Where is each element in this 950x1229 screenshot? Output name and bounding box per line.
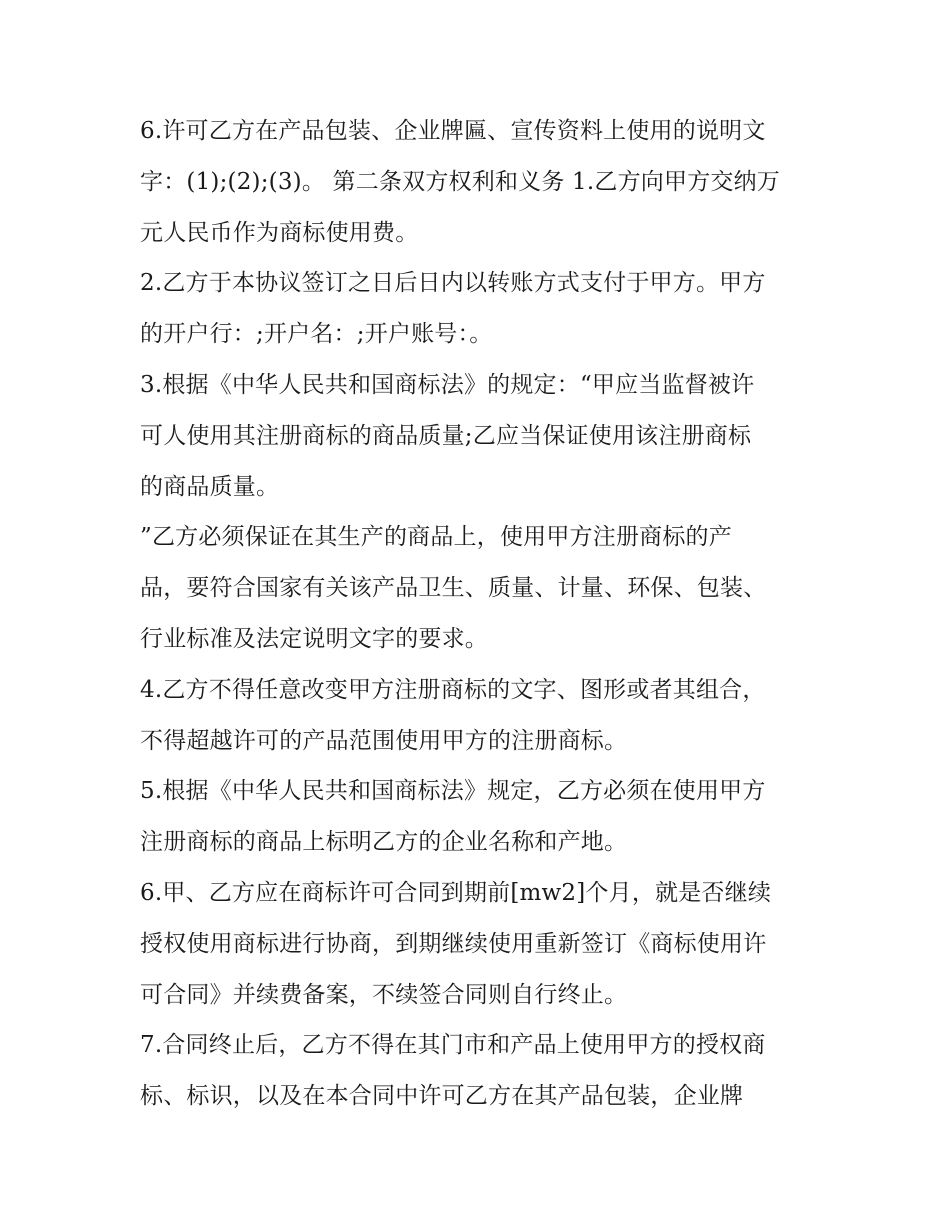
text-line: 可人使用其注册商标的商品质量;乙应当保证使用该注册商标 [140, 422, 752, 449]
text-line: 元人民币作为商标使用费。 [140, 219, 419, 246]
text-line: 可合同》并续费备案，不续签合同则自行终止。 [140, 981, 628, 1008]
text-line: 5.根据《中华人民共和国商标法》规定，乙方必须在使用甲方 [140, 778, 766, 805]
text-line: 标、标识，以及在本合同中许可乙方在其产品包装，企业牌 [140, 1083, 744, 1110]
text-line: 的开户行：;开户名：;开户账号：。 [140, 321, 493, 348]
text-line: 3.根据《中华人民共和国商标法》的规定：“甲应当监督被许 [140, 371, 755, 398]
text-line: 字：(1);(2);(3)。 第二条双方权利和义务 1.乙方向甲方交纳万 [140, 168, 781, 195]
text-line: 2.乙方于本协议签订之日后日内以转账方式支付于甲方。甲方 [140, 270, 766, 297]
text-line: 6.许可乙方在产品包装、企业牌匾、宣传资料上使用的说明文 [140, 118, 766, 144]
text-line: 授权使用商标进行协商，到期继续使用重新签订《商标使用许 [140, 930, 767, 957]
document-body [140, 106, 820, 1122]
text-line: ”乙方必须保证在其生产的商品上，使用甲方注册商标的产 [140, 524, 732, 551]
text-line: 4.乙方不得任意改变甲方注册商标的文字、图形或者其组合， [140, 676, 766, 703]
text-line: 品，要符合国家有关该产品卫生、质量、计量、环保、包装、 [140, 575, 767, 602]
text-line: 注册商标的商品上标明乙方的企业名称和产地。 [140, 829, 628, 856]
text-line: 6.甲、乙方应在商标许可合同到期前[mw2]个月，就是否继续 [140, 879, 772, 906]
text-line: 7.合同终止后，乙方不得在其门市和产品上使用甲方的授权商 [140, 1032, 766, 1059]
text-line: 不得超越许可的产品范围使用甲方的注册商标。 [140, 727, 628, 754]
text-line: 行业标准及法定说明文字的要求。 [140, 625, 488, 652]
text-line: 的商品质量。 [140, 473, 280, 500]
